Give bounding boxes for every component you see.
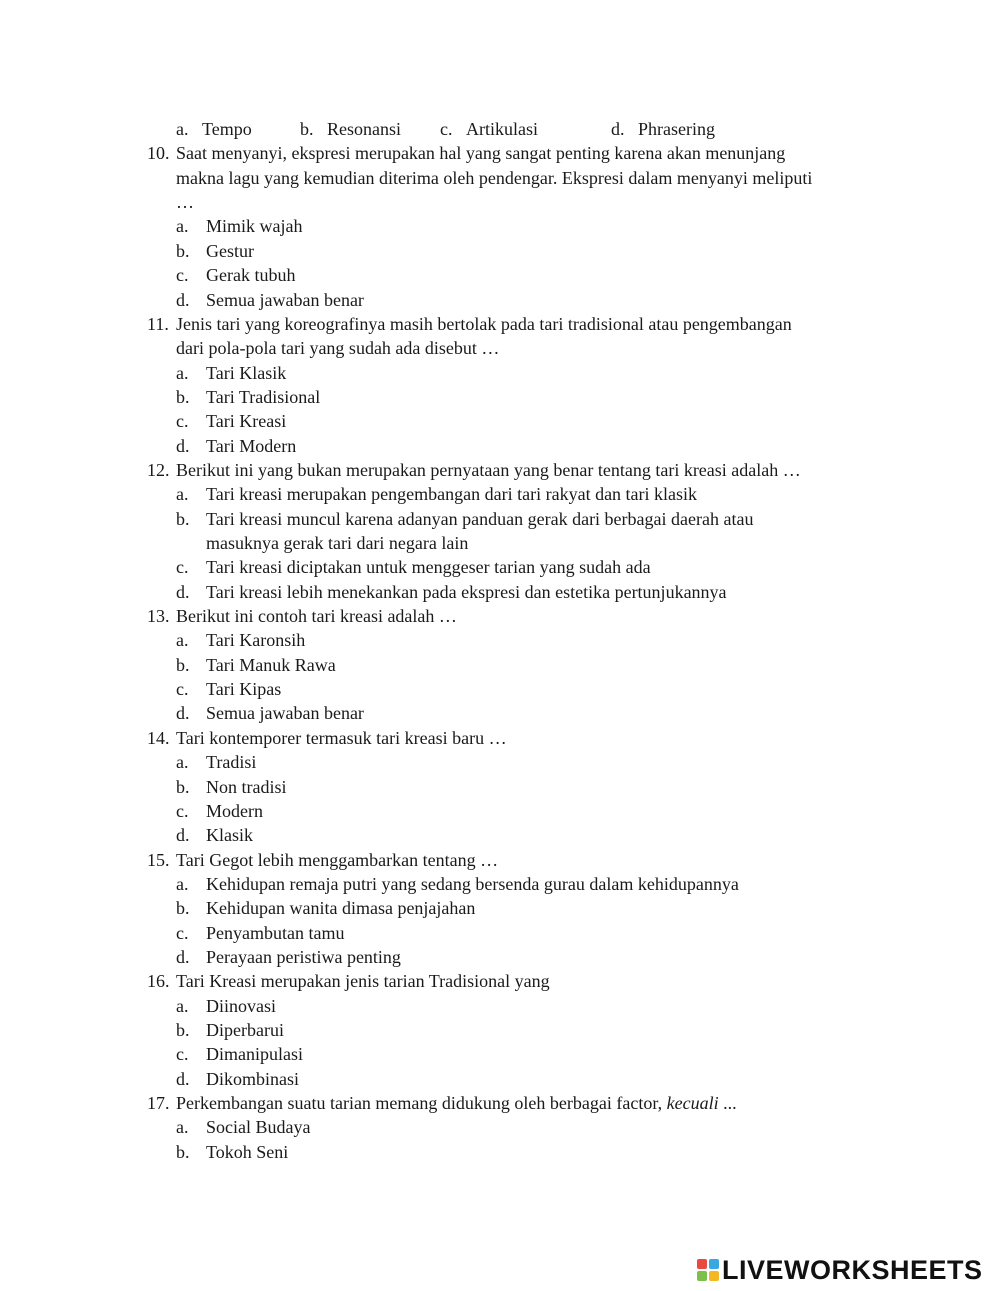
option-letter: b.	[176, 1141, 190, 1162]
option-letter: c.	[176, 411, 189, 432]
inline-option	[176, 117, 252, 141]
liveworksheets-logo-icon	[697, 1259, 719, 1281]
question-text	[176, 336, 499, 360]
option-letter: b.	[176, 386, 190, 407]
option-letter: a.	[176, 484, 189, 505]
option-text: Tari kreasi muncul karena adanyan panduan gerak dari berbagai daerah atau	[206, 508, 754, 529]
option-text: Tari kreasi merupakan pengembangan dari tari rakyat dan tari klasik	[206, 484, 698, 505]
question-number: 16.	[147, 971, 170, 992]
option-letter: d.	[176, 825, 190, 846]
question-text-part: Berikut ini contoh tari kreasi adalah …	[176, 606, 457, 626]
question-text	[176, 190, 194, 214]
option-letter: a.	[176, 362, 189, 383]
option-letter: c.	[176, 922, 189, 943]
question-text	[176, 726, 507, 750]
question-text-part: …	[176, 192, 194, 213]
option-letter: a.	[176, 119, 189, 139]
option-letter: c.	[440, 119, 453, 139]
option-letter: a.	[176, 630, 189, 651]
option-text: Mimik wajah	[206, 216, 303, 237]
option-text: Tari kreasi diciptakan untuk menggeser tarian yang sudah ada	[206, 557, 651, 578]
question-number: 10.	[147, 143, 170, 164]
question-text-part: makna lagu yang kemudian diterima oleh pendengar. Ekspresi dalam menyanyi meliputi	[176, 167, 813, 188]
logo-square-1	[697, 1259, 707, 1269]
question-text	[176, 166, 812, 190]
option-text: Penyambutan tamu	[206, 922, 345, 943]
question-number: 13.	[147, 606, 170, 626]
option-text: Klasik	[206, 825, 253, 846]
option-letter: b.	[176, 776, 190, 797]
option-text: Tari Karonsih	[206, 630, 306, 651]
question-text	[176, 458, 801, 482]
option-text: Social Budaya	[206, 1117, 311, 1138]
option-text: Semua jawaban benar	[206, 703, 364, 724]
option-letter: c.	[176, 800, 189, 821]
question-text-part: Jenis tari yang koreografinya masih bertolak pada tari tradisional atau pengembangan	[176, 313, 792, 334]
option-letter: b.	[300, 119, 314, 139]
option-text: Tari Tradisional	[206, 386, 321, 407]
option-text: Tari Kreasi	[206, 411, 287, 432]
inline-option	[300, 117, 401, 141]
question-text-part: Saat menyanyi, ekspresi merupakan hal yang sangat penting karena akan menunjang	[176, 143, 786, 164]
option-text: Tempo	[202, 119, 252, 139]
question-text-part: Tari Kreasi merupakan jenis tarian Tradisional yang	[176, 971, 550, 992]
option-letter: b.	[176, 898, 190, 919]
logo-square-3	[697, 1271, 707, 1281]
question-number: 17.	[147, 1093, 170, 1113]
option-text: Modern	[206, 800, 263, 821]
question-text-part: Tari Gegot lebih menggambarkan tentang …	[176, 849, 499, 870]
option-text: Tokoh Seni	[206, 1141, 289, 1162]
option-text: Dikombinasi	[206, 1068, 299, 1089]
option-text: Perayaan peristiwa penting	[206, 946, 401, 967]
option-letter: b.	[176, 508, 190, 529]
option-letter: a.	[176, 216, 189, 237]
question-text	[176, 141, 785, 165]
option-letter: d.	[176, 289, 190, 310]
question-text-part: dari pola-pola tari yang sudah ada disebut …	[176, 338, 500, 359]
option-text: Tari Klasik	[206, 362, 287, 383]
question-text-suffix: ...	[718, 1093, 737, 1113]
option-text: Gerak tubuh	[206, 265, 296, 286]
option-letter: a.	[176, 873, 189, 894]
option-text: Diperbarui	[206, 1020, 284, 1040]
option-letter: b.	[176, 1020, 190, 1040]
option-letter: d.	[176, 946, 190, 967]
question-text	[176, 1091, 737, 1115]
question-number: 15.	[147, 849, 170, 870]
option-letter: d.	[176, 703, 190, 724]
option-letter: b.	[176, 240, 190, 261]
option-text: Tari Manuk Rawa	[206, 654, 336, 675]
liveworksheets-brand	[697, 1255, 983, 1285]
question-text	[176, 312, 792, 336]
option-text: Non tradisi	[206, 776, 287, 797]
option-letter: c.	[176, 679, 189, 700]
option-text: Resonansi	[327, 119, 401, 139]
brand-text: LIVEWORKSHEETS	[722, 1254, 983, 1285]
option-letter: d.	[611, 119, 625, 139]
question-text	[176, 969, 550, 993]
option-text: Tari Kipas	[206, 679, 282, 700]
option-letter: c.	[176, 1044, 189, 1065]
question-text	[176, 604, 457, 628]
question-number: 12.	[147, 459, 170, 480]
question-number: 14.	[147, 727, 170, 748]
option-letter: d.	[176, 1068, 190, 1089]
option-text: Tari Modern	[206, 435, 297, 456]
question-text-part: Perkembangan suatu tarian memang didukung oleh berbagai factor,	[176, 1093, 667, 1113]
question-text	[176, 848, 498, 872]
question-italic-word: kecuali	[666, 1093, 719, 1113]
logo-square-4	[709, 1271, 719, 1281]
option-text: Phrasering	[638, 119, 715, 139]
question-number: 11.	[147, 313, 169, 334]
option-letter: b.	[176, 654, 190, 675]
option-letter: a.	[176, 995, 189, 1016]
option-text: Semua jawaban benar	[206, 289, 364, 310]
question-text-part: Berikut ini yang bukan merupakan pernyataan yang benar tentang tari kreasi adalah …	[176, 459, 801, 480]
option-text: Diinovasi	[206, 995, 276, 1016]
option-text: Artikulasi	[466, 119, 538, 139]
option-text: masuknya gerak tari dari negara lain	[206, 533, 469, 553]
option-text: Gestur	[206, 240, 254, 261]
question-text-part: Tari kontemporer termasuk tari kreasi baru …	[176, 727, 507, 748]
option-letter: c.	[176, 557, 189, 578]
logo-square-2	[709, 1259, 719, 1269]
option-text: Dimanipulasi	[206, 1044, 303, 1065]
option-text: Kehidupan remaja putri yang sedang bersenda gurau dalam kehidupannya	[206, 873, 739, 894]
inline-option	[611, 117, 715, 141]
option-letter: d.	[176, 581, 190, 602]
option-text: Kehidupan wanita dimasa penjajahan	[206, 898, 476, 919]
option-letter: a.	[176, 752, 189, 773]
option-letter: a.	[176, 1117, 189, 1138]
inline-option	[440, 117, 538, 141]
option-text: Tradisi	[206, 752, 257, 773]
option-text: Tari kreasi lebih menekankan pada ekspresi dan estetika pertunjukannya	[206, 581, 727, 602]
option-letter: c.	[176, 265, 189, 286]
option-letter: d.	[176, 435, 190, 456]
